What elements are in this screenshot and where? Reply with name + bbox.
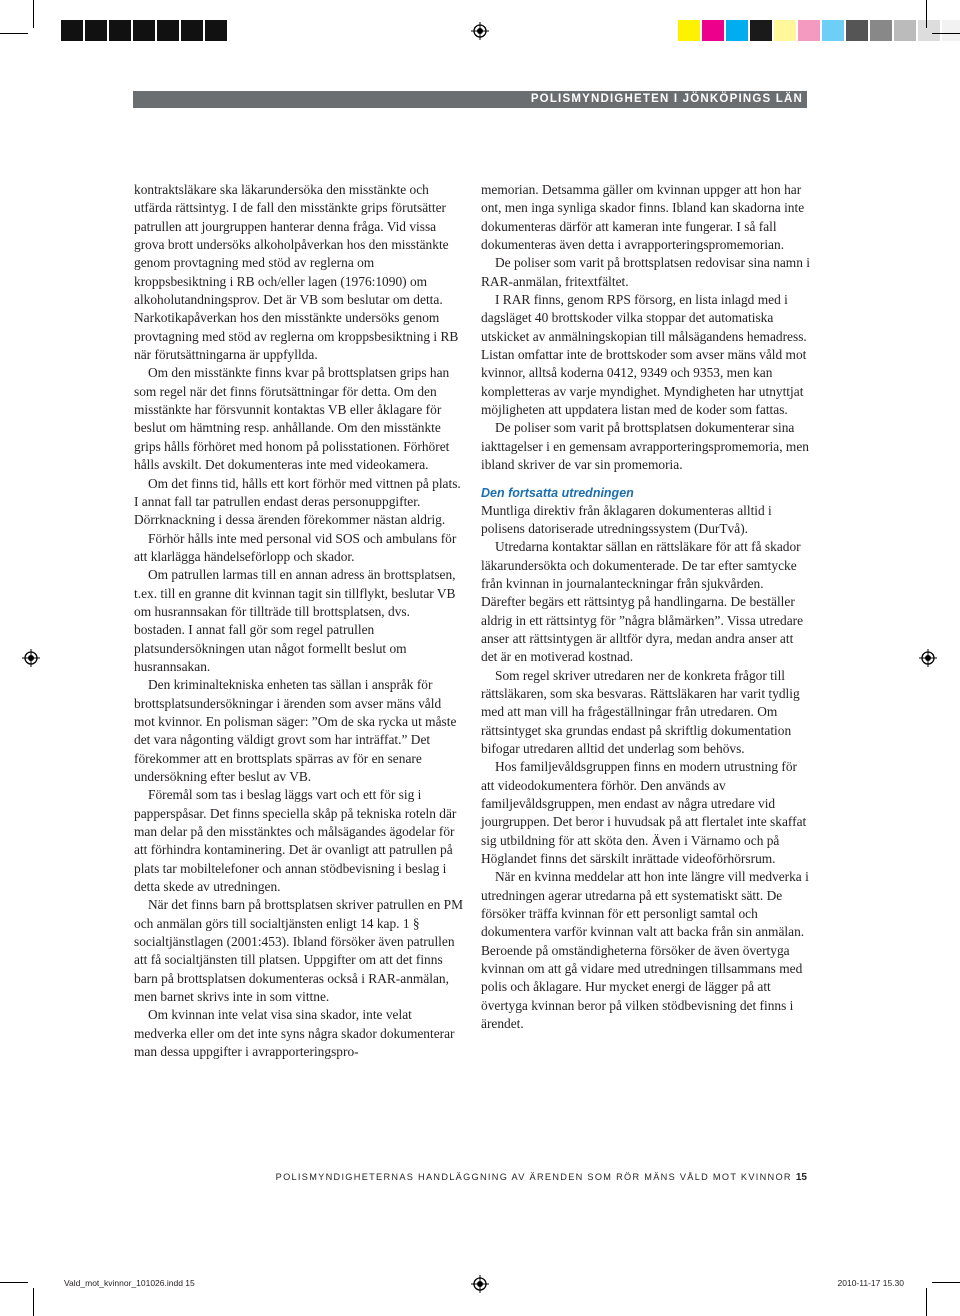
color-swatch xyxy=(846,20,868,41)
registration-mark-icon xyxy=(471,1275,489,1293)
color-swatch xyxy=(726,20,748,41)
paragraph: Om den misstänkte finns kvar på brottsplatsen grips han som regel när det finns förutsättningar för detta. Om den misstänkte har försvunnit kontaktas VB eller åklagare för beslut om hämtning resp. anhållande. Om den misstänkte grips hålls förhöret med honom på polisstationen. Förhöret hålls avskilt. Det dokumenteras inte med videokamera. xyxy=(134,365,450,473)
paragraph: Om kvinnan inte velat visa sina skador, inte velat medverka eller om det inte syns några skador dokumenterar man dessa uppgifter i avrapporteringspro- xyxy=(134,1007,455,1060)
color-swatch xyxy=(61,20,83,41)
paragraph: Föremål som tas i beslag läggs vart och ett för sig i papperspåsar. Det finns speciella skåp på tekniska roteln där man delar på den misstänktes och målsägandes ägodelar för att förhindra kontaminering. Det är ovanligt att patrullen på plats tar mobiltelefoner och annan stödbevisning i beslag i detta skede av utredningen. xyxy=(134,787,457,895)
paragraph: Om det finns tid, hålls ett kort förhör med vittnen på plats. I annat fall tar patrullen endast deras personuppgifter. Dörrknackning i dessa ärenden förekommer nästan aldrig. xyxy=(134,475,461,528)
paragraph: Som regel skriver utredaren ner de konkreta frågor till rättsläkaren, som ska besvaras. Rättsläkaren har varit tydlig med att man vill ha frågeställningar från utredaren. Om rättsintyget ska grundas endast på skriftlig dokumentation bifogar utredaren alltid det underlag som behövs. xyxy=(481,667,800,756)
footer-title: POLISMYNDIGHETERNAS HANDLÄGGNING AV ÄRENDEN SOM RÖR MÄNS VÅLD MOT KVINNOR xyxy=(275,1172,792,1182)
section-heading: Den fortsatta utredningen xyxy=(481,485,634,500)
slug-datetime: 2010-11-17 15.30 xyxy=(837,1278,904,1288)
color-swatch xyxy=(133,20,155,41)
crop-mark xyxy=(932,33,960,34)
crop-mark xyxy=(33,0,34,28)
page-number: 15 xyxy=(795,1172,807,1183)
paragraph: Om patrullen larmas till en annan adress än brottsplatsen, t.ex. till en granne dit kvinnan tagit sin tillflykt, beslutar VB om husrannsakan för tillträde till brottsplatsen, dvs. bostaden. I annat fall gör som regel patrullen platsundersökningen utan något formellt beslut om husrannsakan. xyxy=(134,567,456,674)
color-swatch xyxy=(822,20,844,41)
color-swatch xyxy=(774,20,796,41)
paragraph: Hos familjevåldsgruppen finns en modern utrustning för att videodokumentera förhör. Den används av familjevåldsgruppen, men endast av några utredare vid jourgruppen. Det beror i huvudsak på att flertalet inte skaffat sig utbildning för att sköta den. Även i Värnamo och på Höglandet finns det särskilt inrättade videoförhörsrum. xyxy=(481,759,807,867)
color-swatch xyxy=(678,20,700,41)
color-swatch xyxy=(205,20,227,41)
paragraph: När en kvinna meddelar att hon inte längre vill medverka i utredningen agerar utredarna på ett systematiskt sätt. De försöker träffa kvinnan för ett personligt samtal och dokumentera varför kvinnan valt att backa från sin anmälan. Beroende på omständigheterna försöker de även övertyga kvinnan om att gå vidare med utredningen tillsammans med polis och åklagare. Hur mycket energi de lägger på att övertyga kvinnan beror på vilken stödbevisning det finns i ärendet. xyxy=(481,869,809,1032)
color-swatch xyxy=(894,20,916,41)
color-swatch xyxy=(870,20,892,41)
paragraph: Muntliga direktiv från åklagaren dokumenteras alltid i polisens datoriserade utredningssystem (DurTvå). xyxy=(481,502,772,536)
paragraph: De poliser som varit på brottsplatsen redovisar sina namn i RAR-anmälan, fritextfältet. xyxy=(481,255,810,289)
crop-mark xyxy=(926,1288,927,1316)
registration-mark-icon xyxy=(919,649,937,667)
header-bar xyxy=(133,91,807,108)
color-swatch xyxy=(109,20,131,41)
crop-mark xyxy=(0,1282,28,1283)
paragraph: De poliser som varit på brottsplatsen dokumenterar sina iakttagelser i en gemensam avrapporteringspromemoria, men ibland skriver de var sin promemoria. xyxy=(481,420,809,473)
color-swatch xyxy=(702,20,724,41)
paragraph: När det finns barn på brottsplatsen skriver patrullen en PM och anmälan görs till socialtjänsten enligt 14 kap. 1 § socialtjänstlagen (2001:453). Ibland försöker även patrullen att få socialtjänsten till platsen. Uppgifter om att det finns barn på brottsplatsen dokumenteras också i RAR-anmälan, men barnet skrivs inte in som vittne. xyxy=(134,897,463,1005)
slug-file: Vald_mot_kvinnor_101026.indd 15 xyxy=(64,1278,195,1288)
color-swatch xyxy=(798,20,820,41)
color-swatch xyxy=(942,20,960,41)
right-column xyxy=(481,181,811,1033)
left-column xyxy=(134,181,464,1062)
paragraph: memorian. Detsamma gäller om kvinnan uppger att hon har ont, men inga synliga skador finns. Ibland kan skadorna inte dokumenteras därför att kameran inte fungerar. I så fall dokumenteras även detta i avrapporteringspromemorian. xyxy=(481,182,805,253)
color-swatch xyxy=(85,20,107,41)
color-swatch xyxy=(157,20,179,41)
paragraph: kontraktsläkare ska läkarundersöka den misstänkte och utfärda rättsintyg. I de fall den misstänkte grips förutsätter patrullen att jourgruppen hanterar denna fråga. Vid vissa grova brott undersöks alkoholpåverkan hos den misstänkte genom provtagning med stöd av reglerna om kroppsbesiktning i RB och/eller lagen (1976:1090) om alkoholutandningsprov. Det är VB som beslutar om detta. Narkotikapåverkan hos den misstänkte undersöks genom provtagning med stöd av reglerna om kroppsbesiktning i RB när förutsättningarna är uppfyllda. xyxy=(134,182,459,363)
color-swatch xyxy=(918,20,940,41)
paragraph: Förhör hålls inte med personal vid SOS och ambulans för att klarlägga händelseförlopp och skador. xyxy=(134,530,457,564)
color-swatch xyxy=(750,20,772,41)
color-swatch xyxy=(181,20,203,41)
paragraph: Den kriminaltekniska enheten tas sällan i anspråk för brottsplatsundersökningar i ärenden som avser mäns våld mot kvinnor. En polisman säger: ”Om de ska rycka ut måste det vara någonting väldigt grovt som har inträffat.” Det förekommer att en brottsplats spärras av för en senare undersökning efter beslut av VB. xyxy=(134,677,457,784)
paragraph: I RAR finns, genom RPS försorg, en lista inlagd med i dagsläget 40 brottskoder vilka stoppar det automatiska utskicket av anmälningskopian till målsägandens hemadress. Listan omfattar inte de brottskoder som avser mäns våld mot kvinnor, alltså koderna 0412, 9349 och 9353, men kan kompletteras av varje myndighet. Myndigheten har utnyttjat möjligheten att uppdatera listan med de koder som fattas. xyxy=(481,292,807,418)
crop-mark xyxy=(932,1282,960,1283)
crop-mark xyxy=(926,0,927,28)
header-title: POLISMYNDIGHETEN I JÖNKÖPINGS LÄN xyxy=(530,93,803,105)
page-footer xyxy=(276,1172,807,1183)
crop-mark xyxy=(0,33,28,34)
registration-mark-icon xyxy=(471,22,489,40)
crop-mark xyxy=(33,1288,34,1316)
paragraph: Utredarna kontaktar sällan en rättsläkare för att få skador läkarundersökta och dokumenterade. De tar efter samtycke från kvinnan in journalanteckningar från sjukvården. Därefter begärs ett rättsintyg på handlingarna. De beställer aldrig in ett rättsintyg för ”några blåmärken”. Vissa utredare anser att rättsintygen är alltför dyra, medan andra anser att det är en motiverad kostnad. xyxy=(481,539,804,665)
registration-mark-icon xyxy=(22,649,40,667)
